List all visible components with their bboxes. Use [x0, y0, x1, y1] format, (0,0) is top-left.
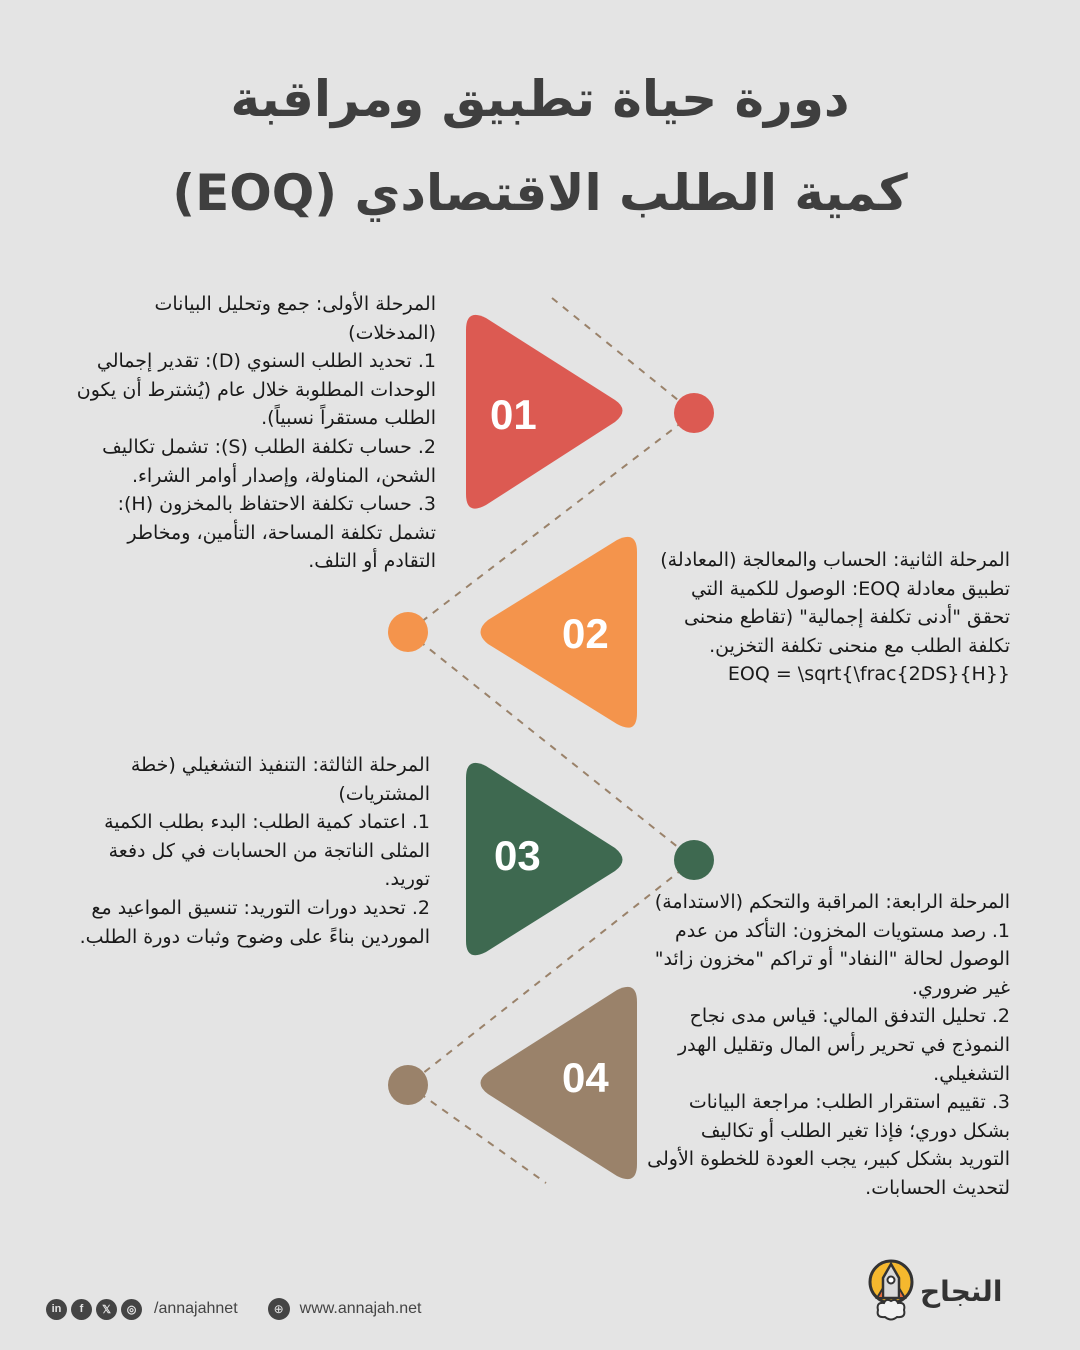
stage-3-dot — [674, 840, 714, 880]
title-line-2: كمية الطلب الاقتصادي (EOQ) — [172, 164, 908, 222]
stage-2-item: تطبيق معادلة EOQ: الوصول للكمية التي تحقق "أدنى تكلفة إجمالية" (تقاطع منحنى تكلفة الطلب مع منحنى تكلفة التخزين. — [683, 577, 1010, 657]
stage-3-heading: المرحلة الثالثة: التنفيذ التشغيلي (خطة المشتريات) — [130, 754, 430, 805]
stage-3-text — [74, 751, 430, 951]
stage-4-item: 2. تحليل التدفق المالي: قياس مدى نجاح النموذج في تحرير رأس المال وتقليل الهدر التشغيلي. — [677, 1005, 1010, 1085]
brand-name: النجاح — [920, 1274, 1003, 1308]
stage-2-dot — [388, 612, 428, 652]
brand-logo — [868, 1258, 1002, 1324]
stage-4-heading: المرحلة الرابعة: المراقبة والتحكم (الاستدامة) — [654, 891, 1010, 913]
stage-1-dot — [674, 393, 714, 433]
stage-1-number: 01 — [490, 391, 537, 438]
stage-3-number: 03 — [494, 832, 541, 879]
social-handle[interactable]: /annajahnet — [154, 1300, 238, 1317]
linkedin-icon[interactable]: in — [46, 1299, 67, 1320]
stage-1-item: 2. حساب تكلفة الطلب (S): تشمل تكاليف الشحن، المناولة، وإصدار أوامر الشراء. — [102, 435, 436, 487]
stage-4-triangle — [481, 987, 638, 1179]
stage-3-triangle — [466, 763, 623, 955]
stage-3-item: 1. اعتماد كمية الطلب: البدء بطلب الكمية المثلى الناتجة من الحسابات في كل دفعة توريد. — [104, 811, 430, 891]
title-line-1: دورة حياة تطبيق ومراقبة — [230, 70, 850, 128]
footer — [46, 1298, 422, 1320]
stage-2-triangle — [481, 537, 638, 728]
stage-4-text — [644, 888, 1010, 1203]
facebook-icon[interactable]: f — [71, 1299, 92, 1320]
stage-1-text — [74, 290, 436, 576]
stage-2-heading: المرحلة الثانية: الحساب والمعالجة (المعادلة) — [660, 549, 1010, 571]
x-icon[interactable]: 𝕏 — [96, 1299, 117, 1320]
rocket-icon — [868, 1258, 914, 1324]
stage-4-item: 3. تقييم استقرار الطلب: مراجعة البيانات بشكل دوري؛ فإذا تغير الطلب أو تكاليف التوريد بشكل كبير، يجب العودة للخطوة الأولى لتحديث الحسابات. — [647, 1091, 1010, 1199]
stage-4-dot — [388, 1065, 428, 1105]
stage-1-item: 1. تحديد الطلب السنوي (D): تقدير إجمالي الوحدات المطلوبة خلال عام (يُشترط أن يكون الطلب مستقراً نسبياً). — [76, 350, 436, 430]
eoq-equation: EOQ = \sqrt{\frac{2DS}{H}} — [727, 663, 1010, 686]
stage-1-item: 3. حساب تكلفة الاحتفاظ بالمخزون (H): تشمل تكلفة المساحة، التأمين، ومخاطر التقادم أو التلف. — [117, 493, 436, 573]
stage-2-number: 02 — [562, 610, 609, 657]
stage-4-item: 1. رصد مستويات المخزون: التأكد من عدم الوصول لحالة "النفاد" أو تراكم "مخزون زائد" غير ضروري. — [654, 919, 1010, 999]
website-link[interactable]: www.annajah.net — [299, 1300, 422, 1317]
stage-3-item: 2. تحديد دورات التوريد: تنسيق المواعيد مع الموردين بناءً على وضوح وثبات دورة الطلب. — [79, 896, 430, 948]
stage-2-text — [648, 546, 1010, 689]
stage-4-number: 04 — [562, 1054, 609, 1101]
instagram-icon[interactable]: ◎ — [121, 1299, 142, 1320]
stage-1-heading: المرحلة الأولى: جمع وتحليل البيانات (المدخلات) — [154, 293, 436, 344]
globe-icon: ⊕ — [268, 1298, 290, 1320]
